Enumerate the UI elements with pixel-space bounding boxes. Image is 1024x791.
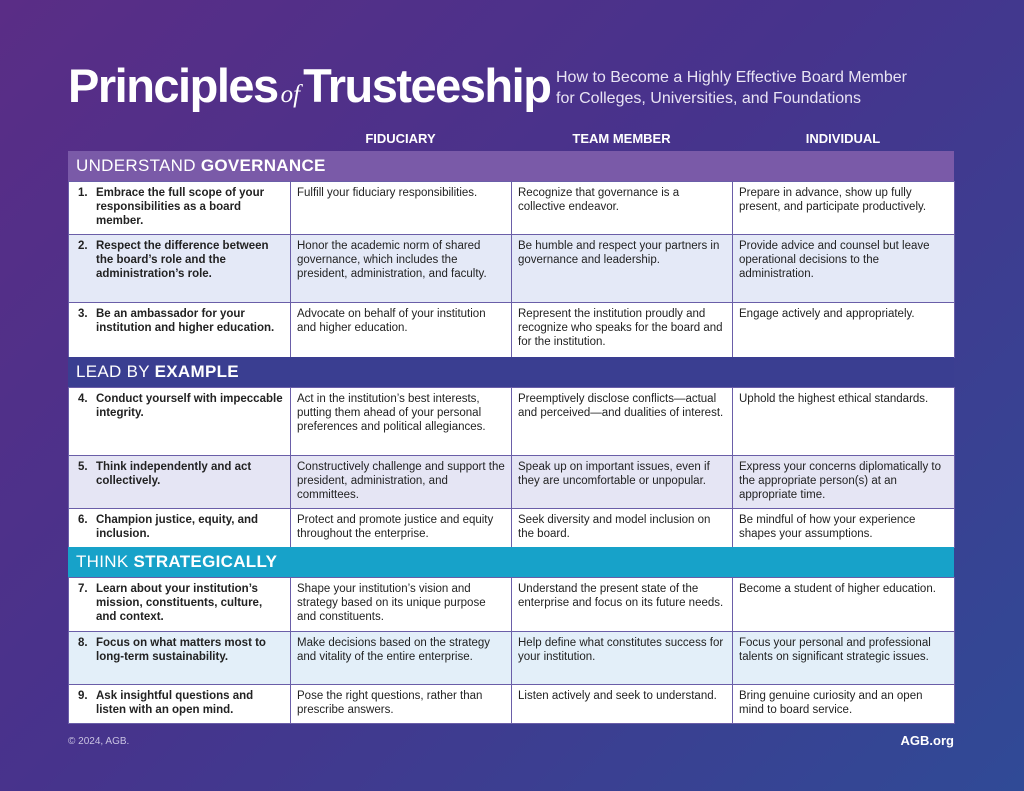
table-row xyxy=(69,388,955,456)
table-row xyxy=(69,303,955,358)
individual-cell: Uphold the highest ethical standards. xyxy=(733,388,955,456)
table-row xyxy=(69,235,955,303)
section-header-strategically xyxy=(68,547,954,577)
section-prefix: UNDERSTAND xyxy=(76,156,201,175)
section-header-example xyxy=(68,357,954,387)
principle-cell xyxy=(69,509,291,548)
principle-cell xyxy=(69,182,291,235)
principle-number: 4. xyxy=(78,393,88,405)
section-emphasis: EXAMPLE xyxy=(154,362,239,381)
column-header-team-member: TEAM MEMBER xyxy=(572,131,671,146)
table-think-strategically xyxy=(68,577,955,724)
principle-cell xyxy=(69,685,291,724)
principle-number: 6. xyxy=(78,514,88,526)
fiduciary-cell: Protect and promote justice and equity throughout the enterprise. xyxy=(291,509,512,548)
principle-number: 7. xyxy=(78,583,88,595)
fiduciary-cell: Act in the institution’s best interests, putting them ahead of your personal preferences and political allegiances. xyxy=(291,388,512,456)
team-member-cell: Understand the present state of the enterprise and focus on its future needs. xyxy=(512,578,733,632)
team-member-cell: Preemptively disclose conflicts—actual and perceived—and dualities of interest. xyxy=(512,388,733,456)
fiduciary-cell: Shape your institution’s vision and strategy based on its unique purpose and constituents. xyxy=(291,578,512,632)
individual-cell: Engage actively and appropriately. xyxy=(733,303,955,358)
fiduciary-cell: Make decisions based on the strategy and vitality of the entire enterprise. xyxy=(291,632,512,685)
section-prefix: THINK xyxy=(76,552,134,571)
table-governance xyxy=(68,181,955,358)
principle-number: 8. xyxy=(78,637,88,649)
individual-cell: Prepare in advance, show up fully present, and participate productively. xyxy=(733,182,955,235)
principle-number: 1. xyxy=(78,187,88,199)
principle-text: Conduct yourself with impeccable integrity. xyxy=(96,393,283,419)
page-title xyxy=(68,59,551,112)
section-emphasis: STRATEGICALLY xyxy=(133,552,278,571)
team-member-cell: Listen actively and seek to understand. xyxy=(512,685,733,724)
fiduciary-cell: Pose the right questions, rather than prescribe answers. xyxy=(291,685,512,724)
individual-cell: Bring genuine curiosity and an open mind to board service. xyxy=(733,685,955,724)
table-row xyxy=(69,509,955,548)
principle-number: 3. xyxy=(78,308,88,320)
principle-cell xyxy=(69,632,291,685)
individual-cell: Express your concerns diplomatically to the appropriate person(s) at an appropriate time. xyxy=(733,456,955,509)
principle-cell xyxy=(69,388,291,456)
table-row xyxy=(69,632,955,685)
principle-number: 2. xyxy=(78,240,88,252)
team-member-cell: Help define what constitutes success for your institution. xyxy=(512,632,733,685)
table-lead-by-example xyxy=(68,387,955,548)
principle-text: Learn about your institution’s mission, constituents, culture, and context. xyxy=(96,583,263,623)
section-emphasis: GOVERNANCE xyxy=(200,156,326,175)
table-row xyxy=(69,456,955,509)
fiduciary-cell: Fulfill your fiduciary responsibilities. xyxy=(291,182,512,235)
fiduciary-cell: Honor the academic norm of shared governance, which includes the president, administration, and faculty. xyxy=(291,235,512,303)
team-member-cell: Represent the institution proudly and recognize who speaks for the board and for the institution. xyxy=(512,303,733,358)
individual-cell: Provide advice and counsel but leave operational decisions to the administration. xyxy=(733,235,955,303)
principle-cell xyxy=(69,303,291,358)
section-prefix: LEAD BY xyxy=(76,362,155,381)
principle-text: Be an ambassador for your institution and higher education. xyxy=(96,308,275,334)
principle-cell xyxy=(69,235,291,303)
individual-cell: Be mindful of how your experience shapes your assumptions. xyxy=(733,509,955,548)
principle-text: Focus on what matters most to long-term sustainability. xyxy=(96,637,266,663)
copyright-notice: © 2024, AGB. xyxy=(68,736,130,747)
principle-text: Embrace the full scope of your responsibilities as a board member. xyxy=(96,187,265,227)
title-part2: Trusteeship xyxy=(303,59,551,112)
principle-text: Champion justice, equity, and inclusion. xyxy=(96,514,259,540)
column-header-individual: INDIVIDUAL xyxy=(805,131,881,146)
fiduciary-cell: Advocate on behalf of your institution and higher education. xyxy=(291,303,512,358)
team-member-cell: Recognize that governance is a collective endeavor. xyxy=(512,182,733,235)
individual-cell: Focus your personal and professional talents on significant strategic issues. xyxy=(733,632,955,685)
individual-cell: Become a student of higher education. xyxy=(733,578,955,632)
team-member-cell: Seek diversity and model inclusion on the board. xyxy=(512,509,733,548)
subtitle-line2: for Colleges, Universities, and Foundations xyxy=(556,90,862,107)
principle-text: Respect the difference between the board’s role and the administration’s role. xyxy=(96,240,269,280)
table-row xyxy=(69,182,955,235)
title-of: of xyxy=(280,81,301,108)
principle-cell xyxy=(69,456,291,509)
subtitle-line1: How to Become a Highly Effective Board Member xyxy=(556,69,907,86)
principle-text: Think independently and act collectively. xyxy=(96,461,252,487)
principle-text: Ask insightful questions and listen with an open mind. xyxy=(96,690,254,716)
principle-number: 5. xyxy=(78,461,88,473)
table-row xyxy=(69,685,955,724)
page-subtitle xyxy=(556,67,976,109)
section-header-governance xyxy=(68,151,954,181)
fiduciary-cell: Constructively challenge and support the president, administration, and committees. xyxy=(291,456,512,509)
principle-number: 9. xyxy=(78,690,88,702)
principle-cell xyxy=(69,578,291,632)
column-header-fiduciary: FIDUCIARY xyxy=(365,131,436,146)
title-part1: Principles xyxy=(68,59,278,112)
team-member-cell: Speak up on important issues, even if they are uncomfortable or unpopular. xyxy=(512,456,733,509)
table-row xyxy=(69,578,955,632)
team-member-cell: Be humble and respect your partners in governance and leadership. xyxy=(512,235,733,303)
site-link[interactable]: AGB.org xyxy=(900,733,954,748)
